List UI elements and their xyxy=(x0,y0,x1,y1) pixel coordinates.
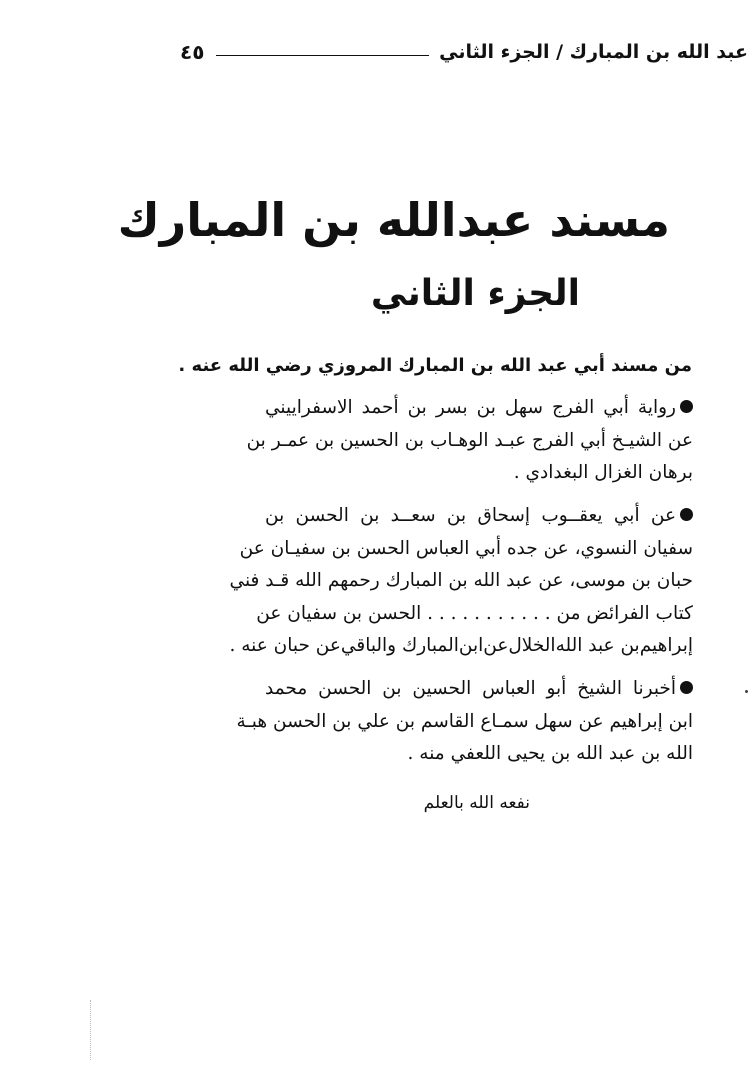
line-text: رواية أبي الفرج سهل بن بسر بن أحمد الاسفراييني xyxy=(265,397,676,418)
intro-line: من مسند أبي عبد الله بن المبارك المروزي رضي الله عنه . xyxy=(178,355,692,376)
volume-title: الجزء الثاني xyxy=(370,273,580,314)
chain-paragraph-1 xyxy=(246,392,693,490)
scan-edge-mark xyxy=(90,1000,92,1060)
paragraph-line: كتاب الفرائض من . . . . . . . . . . . الحسن بن سفيان عن xyxy=(256,602,693,624)
paragraph-line: إبراهيم‌بن عبد الله‌الخلال‌عن‌ابن‌المبارك والباقي‌عن حبان عنه . xyxy=(229,635,693,656)
closing-line: نفعه الله بالعلم xyxy=(423,793,530,813)
bullet-icon xyxy=(680,508,693,521)
paragraph-line: حبان بن موسى، عن عبد الله بن المبارك رحمهم الله قـد فني xyxy=(229,570,693,591)
chain-paragraph-2 xyxy=(229,500,693,663)
paragraph-line: الله بن عبد الله بن يحيى اللعفي منه . xyxy=(407,743,693,764)
line-text: أخبرنا الشيخ أبو العباس الحسين بن الحسن محمد xyxy=(265,678,676,699)
paragraph-line xyxy=(265,500,693,533)
paragraph-line: ابن إبراهيم عن سهل سمـاع القاسم بن علي بن الحسن هبـة xyxy=(236,710,693,732)
paragraph-line xyxy=(265,673,693,706)
book-title: مسند عبدالله بن المبارك xyxy=(117,193,670,247)
bullet-icon xyxy=(680,400,693,413)
header-rule xyxy=(216,55,429,56)
bullet-icon xyxy=(680,681,693,694)
chain-paragraph-3 xyxy=(236,673,693,771)
paragraph-line: برهان الغزال البغدادي . xyxy=(513,462,693,483)
running-header xyxy=(180,36,748,68)
paragraph-line xyxy=(265,392,693,425)
paragraph-line: سفيان النسوي، عن جده أبي العباس الحسن بن سفيـان عن xyxy=(239,537,693,559)
line-text: عن أبي يعقــوب إسحاق بن سعــد بن الحسن بن xyxy=(265,505,676,526)
page-number: ٤٥ xyxy=(180,40,205,64)
running-header-title: عبد الله بن المبارك / الجزء الثاني xyxy=(439,41,748,63)
paragraph-line: عن الشيـخ أبي الفرج عبـد الوهـاب بن الحسين بن عمـر بن xyxy=(246,429,693,451)
